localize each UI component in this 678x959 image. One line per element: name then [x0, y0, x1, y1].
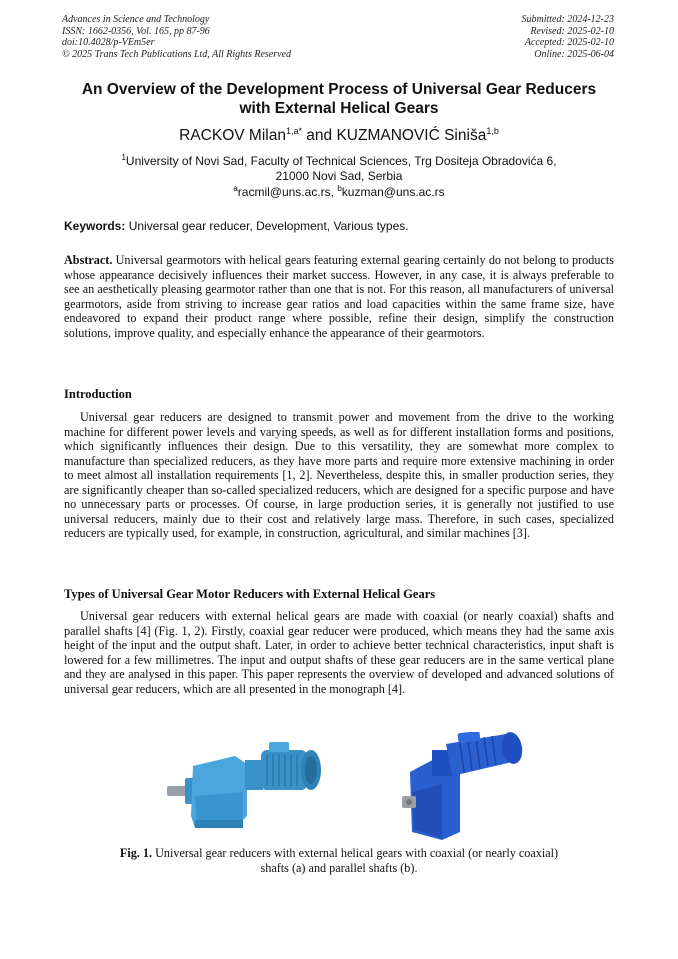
paper-title: [40, 80, 638, 118]
terminal-box: [269, 742, 289, 752]
affiliation: [60, 150, 618, 184]
introduction-paragraph: Universal gear reducers are designed to transmit power and movement from the drive to the working machine for different power levels and varying speeds, as well as for different installation forms and positions, which significantly influences their design. Due to this versatility, they are somewhat more complex to manufacture than specialized reducers, as they have more parts and require more extensive machining in order to meet almost all installation requirements [1, 2]. Nevertheless, despite this, in smaller production series, they are significantly cheaper than so-called specialized reducers, which are designed for a specific purpose and have no unnecessary parts or processes. Of course, in large production series, it is generally not justified to use universal reducers, mainly due to their cost and relatively large mass. Therefore, in such cases, specialized reducers are typically used, for example, in construction, agricultural, and similar machines [3].: [64, 410, 614, 541]
author-line: [40, 122, 638, 145]
email-b-sup: b: [337, 184, 342, 193]
email-a-sup: a: [233, 184, 238, 193]
issn-line: ISSN: 1662-0356, Vol. 165, pp 87-96: [62, 25, 210, 37]
caption-line-2: shafts (a) and parallel shafts (b).: [260, 861, 418, 875]
introduction-heading: Introduction: [64, 387, 132, 401]
author-1-sup: 1,a*: [285, 126, 302, 136]
gearbox-base: [195, 820, 243, 828]
abstract: [64, 253, 614, 340]
author-2-name: KUZMANOVIĆ Siniša: [336, 127, 487, 145]
copyright-line: © 2025 Trans Tech Publications Ltd, All Rights Reserved: [62, 48, 291, 60]
author-conjunction: and: [301, 127, 337, 145]
abstract-text: Universal gearmotors with helical gears featuring external gearing certainly do not belong to products whose appearance decisively influences their market success. However, in any case, it is always preferable to see an aesthetically pleasing gearmotor rather than one that is not. For this reason, all manufacturers of universal gearmotors, aside from striving to increase gear ratios and load capacities within the same frame size, have endeavored to expand their product range where possible, refine their design, simplify the construction solutions, improve quality, and especially enhance the appearance of their gearmotors.: [64, 253, 614, 340]
accepted-date: Accepted: 2025-02-10: [524, 37, 614, 48]
keywords: [64, 219, 616, 233]
caption-label: Fig. 1.: [119, 846, 153, 860]
online-date: Online: 2025-06-04: [534, 48, 614, 60]
author-1-name: RACKOV Milan: [179, 127, 286, 145]
title-line-1: An Overview of the Development Process of Universal Gear Reducers: [81, 81, 597, 98]
affiliation-sup: 1: [121, 153, 126, 162]
abstract-label: Abstract.: [64, 253, 113, 267]
email-line: [60, 184, 618, 199]
email-a: racmil@uns.ac.rs: [237, 185, 331, 199]
types-paragraph: Universal gear reducers with external helical gears are made with coaxial (or nearly coaxial) shafts and parallel shafts [4] (Fig. 1, 2). Firstly, coaxial gear reducer were produced, which means they had the same axis height of the input and the output shaft. Later, in order to achieve better technical characteristics, input shaft is lowered for a few millimetres. The input and output shafts of these gear reducers are in the same vertical plane and they are analysed in this paper. This paper represents the overview of developed and advanced solutions of universal gear reducers, which are all presented in the monograph [4].: [64, 609, 614, 696]
motor-body: [261, 750, 307, 790]
journal-header-left: [62, 14, 291, 60]
adapter: [245, 760, 263, 790]
types-heading: Types of Universal Gear Motor Reducers with External Helical Gears: [64, 587, 436, 601]
submitted-date: Submitted: 2024-12-23: [521, 14, 614, 25]
author-2-sup: 1,b: [486, 126, 499, 136]
keywords-text: Universal gear reducer, Development, Various types.: [125, 219, 409, 233]
doi-line: doi:10.4028/p-VEm5er: [62, 37, 155, 48]
figure-parallel-shaft-gear-reducer: [380, 732, 540, 842]
revised-date: Revised: 2025-02-10: [530, 25, 614, 37]
journal-name: Advances in Science and Technology: [62, 14, 210, 25]
caption-line-1: Universal gear reducers with external helical gears with coaxial (or nearly coaxial): [152, 846, 559, 860]
affiliation-line-2: 21000 Novi Sad, Serbia: [275, 169, 403, 183]
email-separator: ,: [330, 185, 338, 199]
title-line-2: with External Helical Gears: [239, 100, 439, 117]
email-b: kuzman@uns.ac.rs: [341, 185, 445, 199]
figure-coaxial-gear-reducer: [165, 736, 325, 836]
figure-caption: [80, 846, 598, 876]
keywords-label: Keywords:: [64, 219, 126, 233]
journal-header-right: [522, 14, 615, 60]
affiliation-line-1: University of Novi Sad, Faculty of Technical Sciences, Trg Dositeja Obradovića 6,: [125, 154, 557, 168]
